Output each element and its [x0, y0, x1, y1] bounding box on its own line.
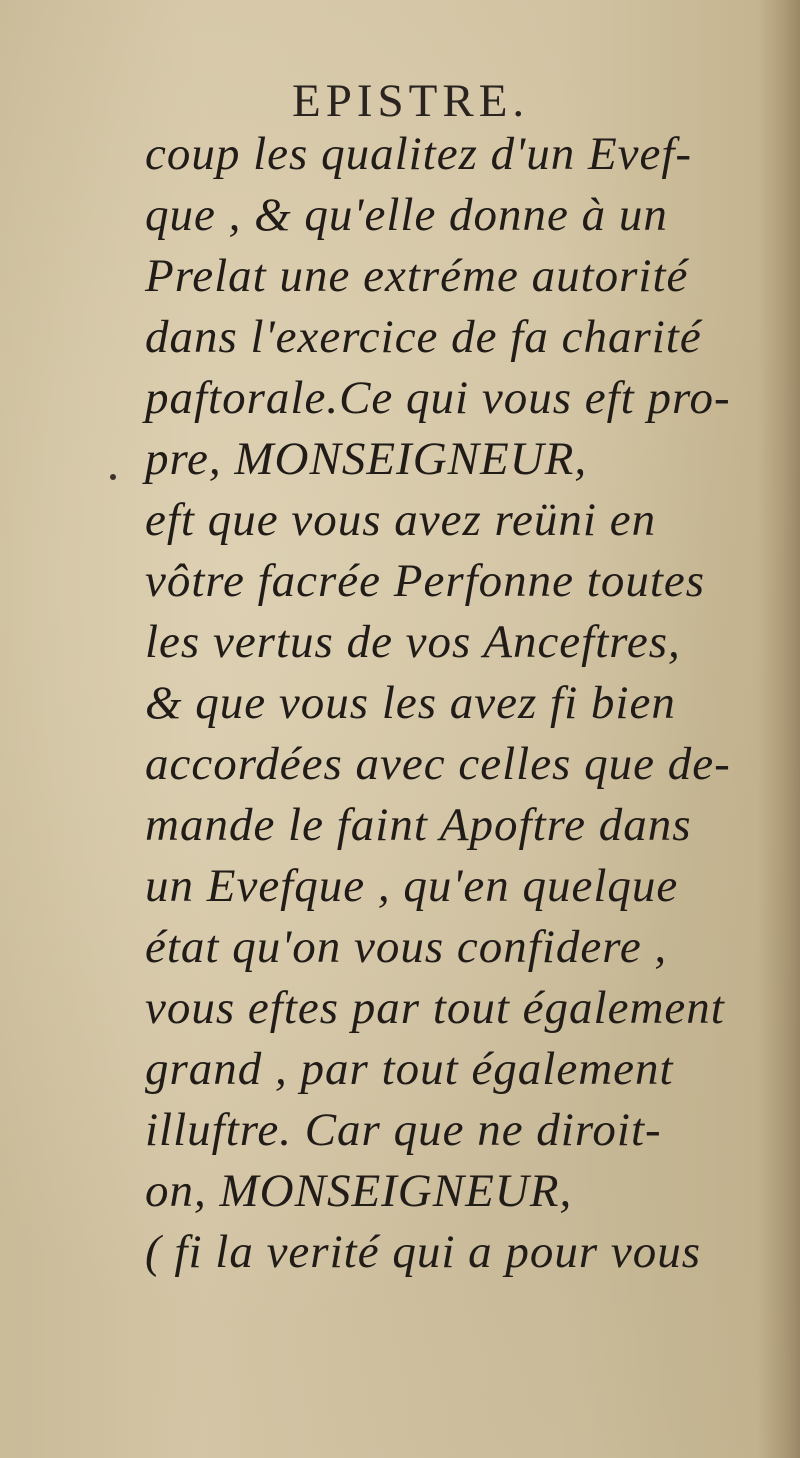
text-line: un Evefque , qu'en quelque	[145, 860, 679, 912]
running-head: EPISTRE.	[292, 75, 530, 127]
margin-mark	[110, 474, 116, 480]
text-line: eft que vous avez reüni en	[145, 494, 657, 546]
text-line: ( fi la verité qui a pour vous	[145, 1226, 702, 1278]
text-line: les vertus de vos Anceftres,	[145, 616, 681, 668]
text-line: mande le faint Apoftre dans	[145, 799, 692, 851]
text-line: grand , par tout également	[145, 1043, 674, 1095]
text-line: Prelat une extréme autorité	[145, 250, 689, 302]
text-line: vôtre facrée Perfonne toutes	[145, 555, 706, 607]
text-line: que , & qu'elle donne à un	[145, 189, 668, 241]
text-line: vous eftes par tout également	[145, 982, 725, 1034]
text-line: pre, MONSEIGNEUR,	[145, 433, 588, 485]
text-line: dans l'exercice de fa charité	[145, 311, 702, 363]
text-line: état qu'on vous confidere ,	[145, 921, 668, 973]
text-line: on, MONSEIGNEUR,	[145, 1165, 573, 1217]
page-edge-shadow	[758, 0, 800, 1458]
body-text	[145, 124, 755, 1283]
text-line: accordées avec celles que de-	[145, 738, 731, 790]
text-line: illuftre. Car que ne diroit-	[145, 1104, 662, 1156]
text-line: paftorale.Ce qui vous eft pro-	[145, 372, 731, 424]
text-line: coup les qualitez d'un Evef-	[145, 128, 693, 180]
text-line: & que vous les avez fi bien	[145, 677, 676, 729]
